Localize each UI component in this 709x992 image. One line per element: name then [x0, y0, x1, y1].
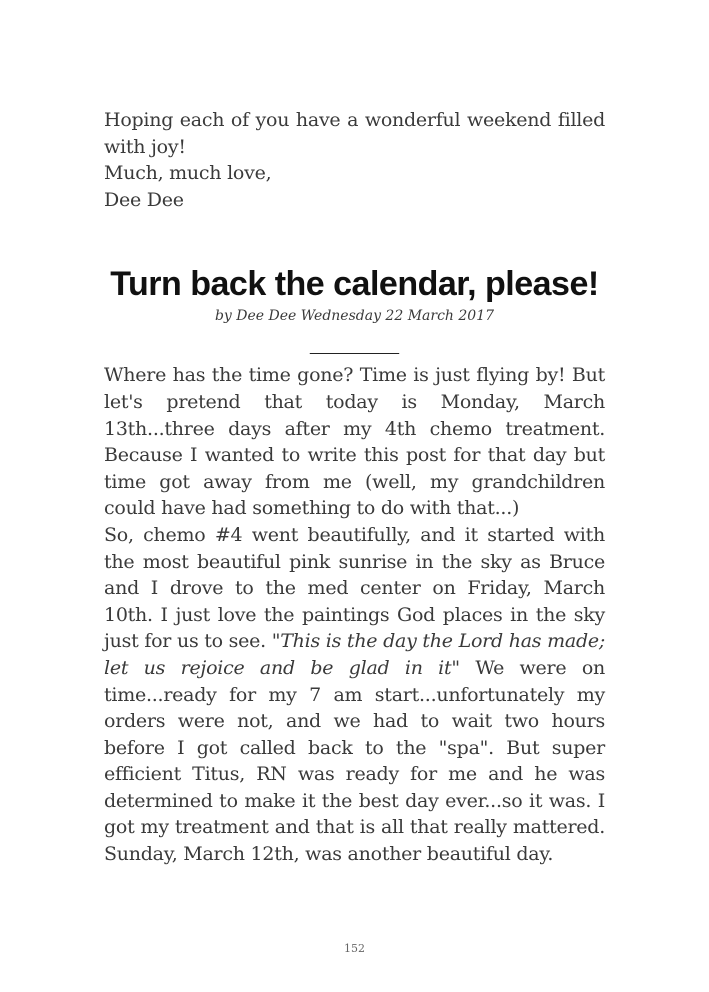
intro-signature: Dee Dee: [104, 188, 184, 211]
paragraph-2-start: So, chemo #4 went beautifully, and it started with the most beautiful pink sunrise in the sky as Bruce and I drove to the med center on Friday, March 10th. I just love the paintings God places in the sky just for us to see.: [104, 523, 605, 653]
body-paragraph-2: [104, 522, 605, 868]
scripture-quote: "This is the day the Lord has made; let us rejoice and be glad in it": [104, 630, 605, 679]
intro-line-2: Much, much love,: [104, 162, 272, 185]
post-byline: by Dee Dee Wednesday 22 March 2017: [214, 308, 495, 325]
body-paragraph-1: Where has the time gone? Time is just flying by! But let's pretend that today is Monday, March 13th...three days after my 4th chemo treatment. Because I wanted to write this post for that day but time got away from me (well, my grandchildren could have had something to do with that...): [104, 364, 605, 520]
post-title: Turn back the calendar, please!: [110, 265, 599, 304]
page-number: 152: [344, 942, 365, 955]
page-content: [104, 107, 605, 868]
section-divider: __________: [310, 338, 399, 356]
intro-block: [104, 107, 605, 213]
post-body: [104, 362, 605, 867]
intro-line-1: Hoping each of you have a wonderful weekend filled with joy!: [104, 109, 605, 158]
paragraph-2-end: We were on time...ready for my 7 am start...unfortunately my orders were not, and we had to wait two hours before I got called back to the "spa". But super efficient Titus, RN was ready for me and he was determined to make it the best day ever...so it was. I got my treatment and that is all that really mattered. Sunday, March 12th, was another beautiful day.: [104, 656, 605, 866]
